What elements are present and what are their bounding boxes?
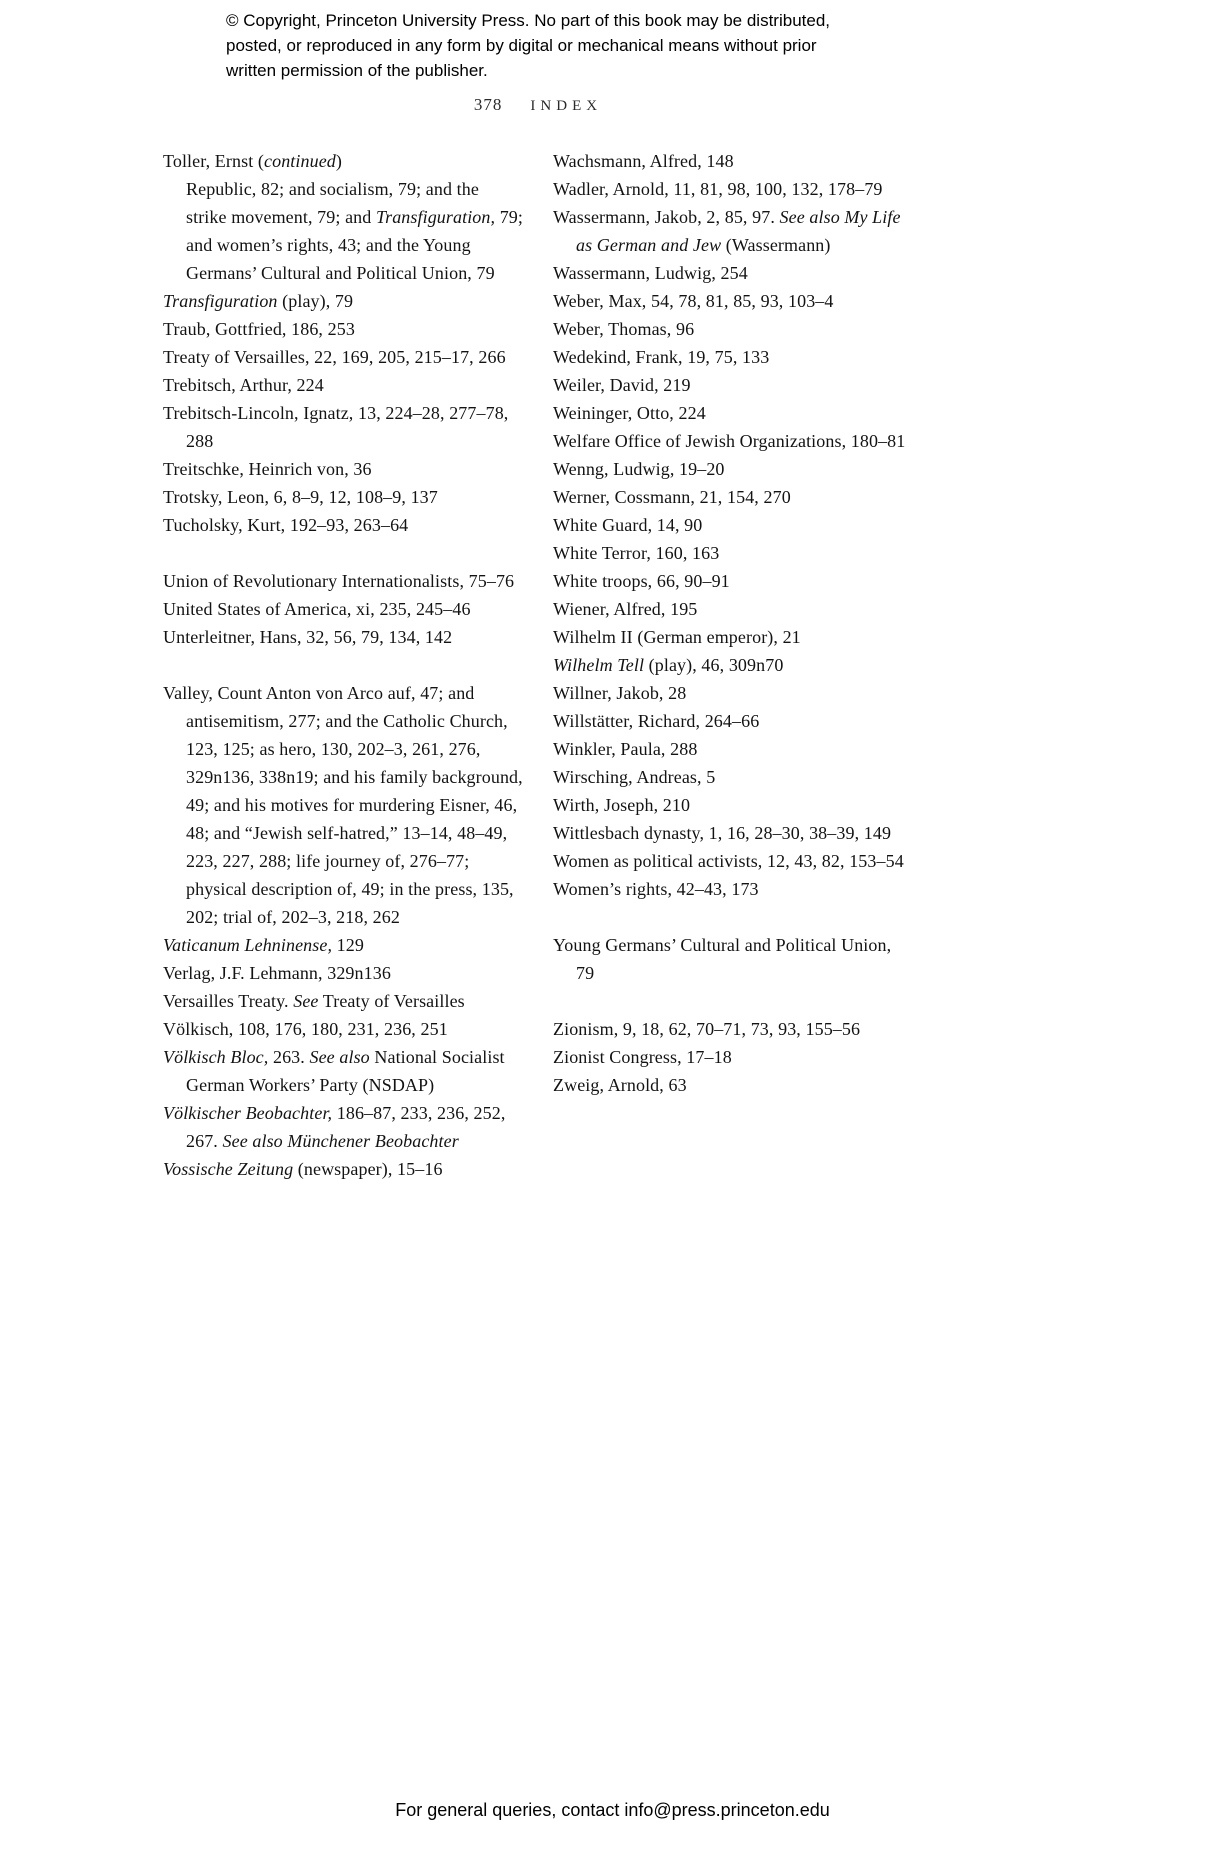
index-entry <box>553 623 913 651</box>
entry-text: (play), 79 <box>277 291 354 311</box>
entry-text-italic: See also My Life as German and Jew <box>576 207 901 255</box>
index-entry <box>163 567 523 595</box>
entry-text: Weber, Max, 54, 78, 81, 85, 93, 103–4 <box>553 291 834 311</box>
entry-text: Trebitsch, Arthur, 224 <box>163 375 324 395</box>
index-columns <box>163 147 915 1183</box>
entry-text: Women as political activists, 12, 43, 82, 153–54 <box>553 851 904 871</box>
entry-text: Zionism, 9, 18, 62, 70–71, 73, 93, 155–56 <box>553 1019 861 1039</box>
entry-text: Verlag, J.F. Lehmann, 329n136 <box>163 963 391 983</box>
index-entry <box>553 511 913 539</box>
entry-text: Willstätter, Richard, 264–66 <box>553 711 760 731</box>
index-entry <box>553 539 913 567</box>
entry-text: Treitschke, Heinrich von, 36 <box>163 459 372 479</box>
index-entry <box>553 203 913 259</box>
entry-text: Republic, 82; and socialism, 79; and the strike movement, 79; and <box>186 179 479 227</box>
index-entry <box>553 791 913 819</box>
index-entry <box>163 1099 523 1155</box>
index-entry <box>553 763 913 791</box>
entry-text: Wedekind, Frank, 19, 75, 133 <box>553 347 770 367</box>
index-entry <box>553 931 913 987</box>
entry-text: Zweig, Arnold, 63 <box>553 1075 687 1095</box>
entry-text: Wittlesbach dynasty, 1, 16, 28–30, 38–39, 149 <box>553 823 892 843</box>
index-entry <box>163 399 523 455</box>
page-number: 378 <box>473 95 503 114</box>
entry-text-italic: See also Münchener Beobachter <box>222 1131 459 1151</box>
entry-text: (play), 46, 309n70 <box>644 655 784 675</box>
index-entry <box>553 175 913 203</box>
index-entry <box>163 1043 523 1099</box>
entry-text: Wassermann, Ludwig, 254 <box>553 263 748 283</box>
entry-text: Wassermann, Jakob, 2, 85, 97. <box>553 207 780 227</box>
index-entry <box>163 455 523 483</box>
index-entry <box>163 343 523 371</box>
entry-text-italic: Vossische Zeitung <box>163 1159 294 1179</box>
index-entry <box>163 679 523 931</box>
entry-text: Valley, Count Anton von Arco auf, 47; and antisemitism, 277; and the Catholic Church, 123, 125; as hero, 130, 202–3, 261, 276, 329n136, 338n19; and his family background, 49; and his motives for murdering Eisner, 46, 48; and “Jewish self-hatred,” 13–14, 48–49, 223, 227, 288; life journey of, 276–77; physical description of, 49; in the press, 135, 202; trial of, 202–3, 218, 262 <box>163 683 523 927</box>
index-column-right <box>553 147 913 1183</box>
index-entry <box>163 483 523 511</box>
index-entry <box>553 287 913 315</box>
entry-text-italic: Völkischer Beobachter, <box>163 1103 333 1123</box>
entry-text: White Terror, 160, 163 <box>553 543 720 563</box>
index-entry <box>163 1155 523 1183</box>
entry-text: White troops, 66, 90–91 <box>553 571 730 591</box>
index-entry <box>553 1071 913 1099</box>
index-entry <box>553 427 913 455</box>
entry-text: Wiener, Alfred, 195 <box>553 599 698 619</box>
index-entry <box>553 819 913 847</box>
entry-text: Unterleitner, Hans, 32, 56, 79, 134, 142 <box>163 627 453 647</box>
entry-text: Werner, Cossmann, 21, 154, 270 <box>553 487 791 507</box>
index-entry <box>553 399 913 427</box>
entry-text: Toller, Ernst ( <box>163 151 264 171</box>
index-entry <box>163 511 523 539</box>
index-entry <box>553 847 913 875</box>
entry-text: Young Germans’ Cultural and Political Union, 79 <box>553 935 892 983</box>
entry-text: Welfare Office of Jewish Organizations, 180–81 <box>553 431 906 451</box>
entry-text: 79; and women’s rights, 43; and the Young Germans’ Cultural and Political Union, 79 <box>186 207 524 283</box>
entry-text: 263. <box>268 1047 310 1067</box>
index-entry <box>163 147 523 175</box>
entry-text: Wadler, Arnold, 11, 81, 98, 100, 132, 178–79 <box>553 179 883 199</box>
entry-text: Wenng, Ludwig, 19–20 <box>553 459 725 479</box>
entry-text-italic: See <box>293 991 319 1011</box>
entry-text: Wilhelm II (German emperor), 21 <box>553 627 801 647</box>
entry-text: 186–87, 233, 236, 252, 267. <box>186 1103 506 1151</box>
index-entry <box>553 875 913 903</box>
footer-contact: For general queries, contact info@press.princeton.edu <box>395 1800 830 1820</box>
index-entry <box>553 343 913 371</box>
entry-text: Union of Revolutionary Internationalists, 75–76 <box>163 571 515 591</box>
entry-text-italic: Transfiguration <box>163 291 278 311</box>
entry-text: Versailles Treaty. <box>163 991 294 1011</box>
index-entry <box>553 707 913 735</box>
index-entry <box>553 371 913 399</box>
entry-text: Wachsmann, Alfred, 148 <box>553 151 734 171</box>
index-entry <box>553 1043 913 1071</box>
index-entry <box>553 147 913 175</box>
entry-text: Trotsky, Leon, 6, 8–9, 12, 108–9, 137 <box>163 487 438 507</box>
entry-text: National Socialist German Workers’ Party (NSDAP) <box>186 1047 505 1095</box>
entry-text: Traub, Gottfried, 186, 253 <box>163 319 355 339</box>
entry-text-italic: Transfiguration, <box>375 207 496 227</box>
index-entry <box>553 651 913 679</box>
index-entry <box>553 455 913 483</box>
index-entry <box>163 1015 523 1043</box>
entry-text: United States of America, xi, 235, 245–46 <box>163 599 471 619</box>
entry-text: Zionist Congress, 17–18 <box>553 1047 732 1067</box>
index-entry <box>163 987 523 1015</box>
entry-text-italic: Völkisch Bloc, <box>163 1047 269 1067</box>
entry-text: Völkisch, 108, 176, 180, 231, 236, 251 <box>163 1019 448 1039</box>
index-entry <box>163 315 523 343</box>
index-entry <box>163 623 523 651</box>
index-entry <box>163 931 523 959</box>
index-entry <box>163 371 523 399</box>
index-title: INDEX <box>530 98 603 114</box>
index-entry <box>553 679 913 707</box>
entry-text: Wirth, Joseph, 210 <box>553 795 691 815</box>
copyright-notice: © Copyright, Princeton University Press. No part of this book may be distributed, posted, or reproduced in any form by digital or mechanical means without prior written permission of the publisher. <box>226 11 831 80</box>
entry-text-italic: continued <box>264 151 336 171</box>
index-entry <box>553 567 913 595</box>
entry-text: Willner, Jakob, 28 <box>553 683 687 703</box>
entry-text: Women’s rights, 42–43, 173 <box>553 879 759 899</box>
entry-text-italic: See also <box>309 1047 370 1067</box>
index-entry <box>553 595 913 623</box>
entry-text: Weber, Thomas, 96 <box>553 319 695 339</box>
index-entry <box>163 287 523 315</box>
index-column-left <box>163 147 523 1183</box>
index-entry <box>553 1015 913 1043</box>
index-entry <box>553 735 913 763</box>
entry-text: 129 <box>332 935 364 955</box>
entry-text: Weininger, Otto, 224 <box>553 403 706 423</box>
entry-text: ) <box>335 151 342 171</box>
entry-text: White Guard, 14, 90 <box>553 515 703 535</box>
entry-text: (Wassermann) <box>721 235 831 255</box>
entry-text: Treaty of Versailles <box>318 991 465 1011</box>
index-entry <box>163 175 523 287</box>
entry-text: Weiler, David, 219 <box>553 375 691 395</box>
entry-text: Treaty of Versailles, 22, 169, 205, 215–17, 266 <box>163 347 506 367</box>
entry-text: Wirsching, Andreas, 5 <box>553 767 716 787</box>
entry-text-italic: Vaticanum Lehninense, <box>163 935 333 955</box>
running-head <box>163 95 913 115</box>
entry-text: Winkler, Paula, 288 <box>553 739 698 759</box>
index-entry <box>163 959 523 987</box>
entry-text: Trebitsch-Lincoln, Ignatz, 13, 224–28, 277–78, 288 <box>163 403 509 451</box>
index-entry <box>163 595 523 623</box>
index-entry <box>553 315 913 343</box>
entry-text: Tucholsky, Kurt, 192–93, 263–64 <box>163 515 409 535</box>
index-entry <box>553 483 913 511</box>
entry-text: (newspaper), 15–16 <box>293 1159 443 1179</box>
index-entry <box>553 259 913 287</box>
entry-text-italic: Wilhelm Tell <box>553 655 645 675</box>
